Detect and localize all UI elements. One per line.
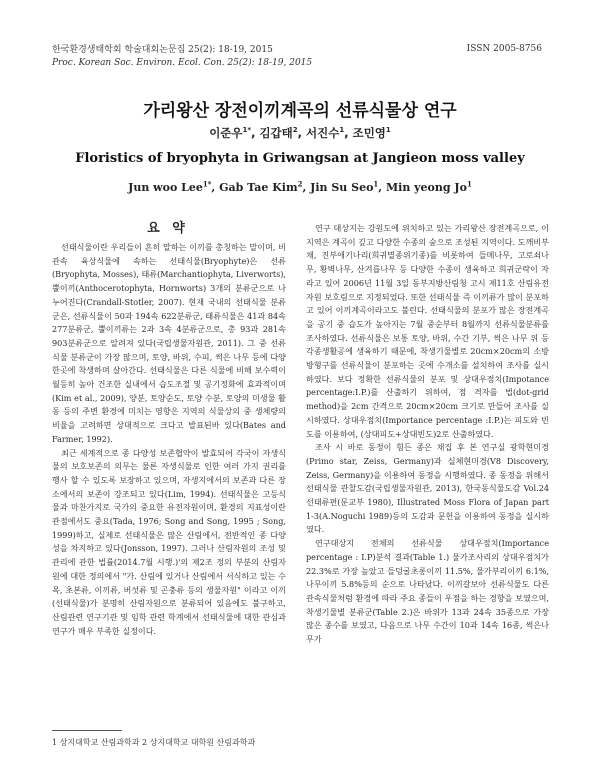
paragraph: 조사 시 바로 동정이 힘든 종은 채집 후 본 연구실 광학현미경(Primo star, Zeiss, Germany)과 실체현미경(V8 Discovery, Zeiss, Germany)을 이용하여 동정을 시행하였다. 종 동정을 위해서 선태식물 관찰도감(국립생물자원관, 2013), 한국동식물도감 Vol.24 선태류편(문교부 1980), Illustrated Moss Flora of Japan part 1-3(A.Noguchi 1989)등의 도감과 문헌을 이용하여 동정을 실시하였다. xyxy=(306,442,549,535)
paragraph: 최근 세계적으로 종 다양성 보존협약이 발효되어 각국이 자생식물의 보호보존의 의무는 물론 자생식물로 인한 여러 가지 권리를 행사 할 수 있도록 보장하고 있으며, 자생지에서의 보존과 다른 장소에서의 보존이 강조되고 있다(Lim, 1994). 선태식물은 고등식물과 마찬가지로 국가의 중요한 유전자원이며, 환경의 지표성이란 관점에서도 중요(Tada, 1976; Song and Song, 1995 ; Song, 1999)하고, 실제로 선태식물은 많은 산림에서, 전반적인 종 다양성을 차지하고 있다(Jonsson, 1997). 그러나 산림자원의 조성 및 관리에 관한 법률(2014.7월 시행.)'의 제2조 정의 부분의 산림자원에 대한 정의에서 "가. 산림에 있거나 산림에서 서식하고 있는 수목, 초본류, 이끼류, 버섯류 및 곤충류 등의 생물자원" 이라고 이끼(선태식물)가 분명히 산림자원으로 분류되어 있음에도 불구하고, 산림관련 연구기관 및 임학 관련 학계에서 선태식물에 대한 관심과 연구가 매우 부족한 실정이다. xyxy=(52,447,286,636)
right-column xyxy=(306,222,549,647)
journal-header xyxy=(52,44,312,70)
paragraph: 연구 대상지는 강원도에 위치하고 있는 가리왕산 장전계곡으로, 이 지역은 계곡이 깊고 다양한 수종의 숲으로 조성된 지역이다. 도깨비부채, 진부애기나리(희귀멸종위기종)를 비롯하여 들메나무, 고로쇠나무, 황벽나무, 산겨릅나무 등 다양한 수종이 생육하고 희귀군락이 자라고 있어 2006년 11월 3일 동부지방산림청 고시 제11호 산림유전자원 보호림으로 지정되었다. 또한 선태식물 즉 이끼류가 많이 분포하고 있어 이끼계곡이라고도 불린다. 선태식물의 분포가 많은 장전계곡을 공기 중 습도가 높아지는 7월 중순부터 8월까지 선류식물분류를 조사하였다. 선류식물은 보통 토양, 바위, 수간 기부, 썩은 나무 위 등 각종생활공에 생육하기 때문에, 착생기물별로 20cm×20cm의 소방방형구를 선류식물이 분포하는 곳에 수개소를 설치하여 조사를 실시하였다. 보다 정확한 선류식물의 분포 및 상대우점치(Impotance percentage:I.P.)를 산출하기 위하여, 점 격자를 법(dot-grid method)을 2cm 간격으로 20cm×20cm 크기로 만들어 조사를 실시하였다. 상대우점치(Importance percentage :I.P.)는 피도와 빈도를 이용하여, (상대피도+상대빈도)2로 산출하였다. xyxy=(306,223,549,439)
author-en: Jin Su Seo$^1$ xyxy=(310,179,379,194)
footnote-affiliations: 1 상지대학교 산림과학과 2 상지대학교 대학원 산림과학과 xyxy=(52,738,256,747)
author-ko: 이준우$^{1*}$ xyxy=(209,126,252,140)
title-korean: 가리왕산 장전이끼계곡의 선류식물상 연구 xyxy=(143,101,457,121)
author-en: Min yeong Jo$^1$ xyxy=(385,179,472,194)
paragraph: 선태식물이란 우리들이 흔히 말하는 이끼를 총칭하는 말이며, 비관속 육상식물에 속하는 선태식물(Bryophyte)은 선류(Bryophyta, Mosses), 태류(Marchantiophyta, Liverworts), 뿔이끼(Anthocerotophyta, Hornworts) 3개의 분류군으로 나누어진다(Crandall-Stotler, 2007). 현재 국내의 선태식물 분류군은, 선류식물이 50과 194속 622분류군, 태류식물은 41과 84속 277분류군, 뿔이끼류는 2과 3속 4분류군으로, 총 93과 281속 903분류군으로 알려져 있다(국립생물자원관, 2011). 그 중 선류식물 분류군이 가장 많으며, 토양, 바위, 수피, 썩은 나무 등에 다양한곳에 착생하며 살아간다. 선태식물은 다른 식물에 비해 보수력이 월등히 높아 건조한 실내에서 습도조절 및 공기정화에 효과적이며(Kim et al., 2009), 양분, 토양순도, 토양 수분, 토양의 미생물 활동 등의 주변 환경에 미치는 영향은 지역의 식물상의 중 생체량의 비율을 고려하면 상대적으로 크다고 발표된바 있다(Bates and Farmer, 1992). xyxy=(52,242,286,444)
issn: ISSN 2005-8756 xyxy=(466,44,542,54)
title-english: Floristics of bryophyta in Griwangsan at Jangieon moss valley xyxy=(75,151,525,166)
journal-title-en: Proc. Korean Soc. Environ. Ecol. Con. 25(2): 18-19, 2015 xyxy=(52,58,313,68)
authors-english: Jun woo Lee$^{1*}$, Gab Tae Kim$^2$, Jin Su Seo$^1$, Min yeong Jo$^1$ xyxy=(128,179,472,194)
author-en: Jun woo Lee$^{1*}$ xyxy=(128,179,212,194)
paragraph: 연구대상지 전체의 선류식물 상대우점치(Importance percentage : I.P)분석 결과(Table 1.) 물가조사리의 상대우점치가 22.3%로 가장 높았고 들덩굴초롱이끼 11.5%, 물가부리이끼 6.1%, 나무이끼 5.8%등의 순으로 나타났다. 이끼갈보아 선류식물도 다른 관속식물처럼 환경에 따라 주요 종들이 우점을 하는 경향을 보였으며, 착생기물별 분류군(Table 2.)은 바위가 13과 24속 35종으로 가장 많은 종수를 보였고, 다음으로 나무 수간이 10과 14속 16종, 썩은나무가 xyxy=(306,538,549,645)
author-ko: 조민영$^1$ xyxy=(352,126,391,140)
left-column xyxy=(52,241,286,638)
abstract-heading: 요 약 xyxy=(147,221,189,236)
footnote-rule xyxy=(52,730,122,731)
author-en: Gab Tae Kim$^2$ xyxy=(219,179,303,194)
authors-korean: 이준우$^{1*}$, 김갑태$^2$, 서진수$^1$, 조민영$^1$ xyxy=(209,126,391,140)
author-ko: 서진수$^1$ xyxy=(306,126,345,140)
author-ko: 김갑태$^2$ xyxy=(259,126,298,140)
journal-title-ko: 한국환경생태학회 학술대회논문집 25(2): 18-19, 2015 xyxy=(52,45,273,55)
